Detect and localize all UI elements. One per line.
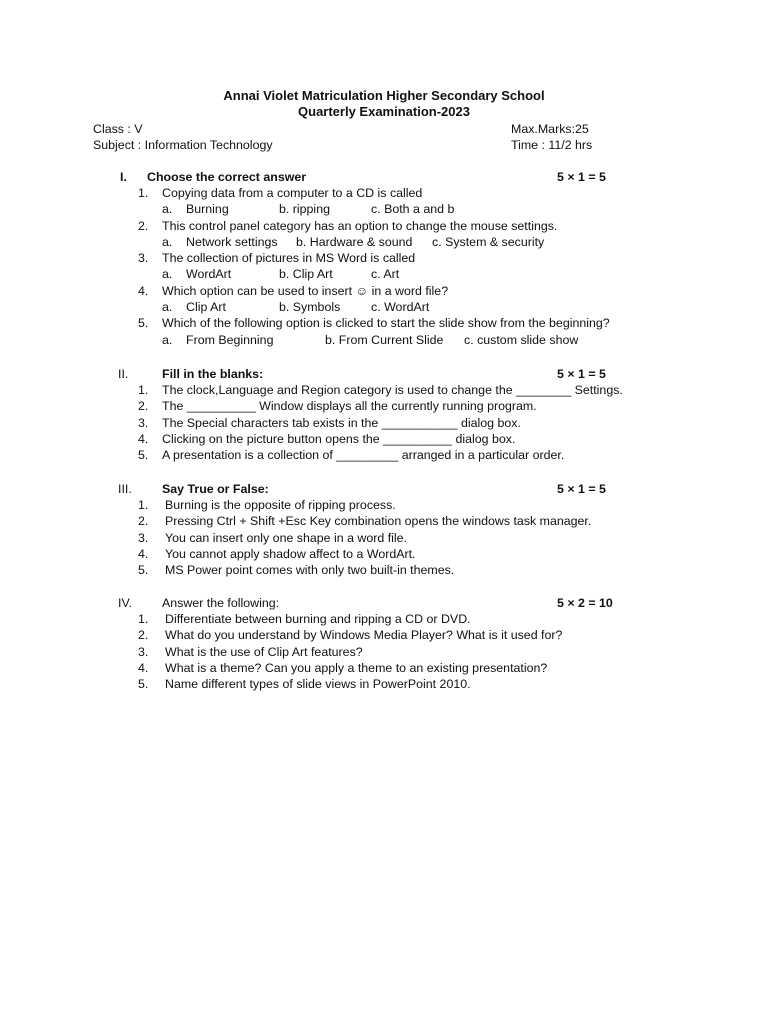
options-row xyxy=(0,299,768,315)
question-number: 5. xyxy=(138,316,149,331)
option-b: b. Clip Art xyxy=(279,267,333,282)
question xyxy=(0,530,768,546)
question-number: 2. xyxy=(138,628,149,643)
question-number: 4. xyxy=(138,431,149,446)
option-c: c. custom slide show xyxy=(464,332,579,347)
question-number: 1. xyxy=(138,612,149,626)
question-text: The __________ Window displays all the currently running program. xyxy=(162,399,537,414)
option-a: Network settings xyxy=(186,234,278,249)
question-number: 2. xyxy=(138,399,149,414)
question-text: The Special characters tab exists in the ___________ dialog box. xyxy=(162,415,521,430)
question xyxy=(0,415,768,431)
question xyxy=(0,497,768,513)
section-header xyxy=(0,366,768,382)
section-number: I. xyxy=(120,170,127,184)
school-name: Annai Violet Matriculation Higher Secondary School xyxy=(223,88,545,103)
section-number: IV. xyxy=(118,596,133,610)
option-c: c. System & security xyxy=(432,234,545,249)
question-text: You can insert only one shape in a word file. xyxy=(165,530,408,545)
question-number: 4. xyxy=(138,283,149,298)
question-text: Name different types of slide views in PowerPoint 2010. xyxy=(165,677,471,692)
section-marks: 5 × 1 = 5 xyxy=(557,367,606,381)
section-title: Say True or False: xyxy=(162,482,269,496)
question xyxy=(0,644,768,660)
question-number: 1. xyxy=(138,498,149,512)
question xyxy=(0,250,768,266)
question-number: 2. xyxy=(138,514,149,529)
section-1 xyxy=(0,169,768,348)
option-a: From Beginning xyxy=(186,332,274,347)
question xyxy=(0,513,768,529)
option-b: b. From Current Slide xyxy=(325,332,444,347)
question-text: Differentiate between burning and ripping a CD or DVD. xyxy=(165,612,471,626)
section-title: Answer the following: xyxy=(162,596,280,610)
question xyxy=(0,185,768,201)
question-text: Copying data from a computer to a CD is called xyxy=(162,186,423,200)
max-marks: Max.Marks:25 xyxy=(511,122,589,136)
section-header xyxy=(0,595,768,611)
question-number: 4. xyxy=(138,546,149,561)
option-marker: a. xyxy=(162,332,173,347)
subject-label: Subject : Information Technology xyxy=(93,138,273,152)
section-3 xyxy=(0,481,768,578)
section-4 xyxy=(0,595,768,692)
question xyxy=(0,627,768,643)
question-number: 3. xyxy=(138,644,149,659)
options-row xyxy=(0,266,768,282)
question-number: 1. xyxy=(138,383,149,397)
section-title: Choose the correct answer xyxy=(147,170,307,184)
question-text: Which of the following option is clicked to start the slide show from the beginning? xyxy=(162,316,610,331)
question-text: What is a theme? Can you apply a theme to an existing presentation? xyxy=(165,660,548,675)
option-c: c. WordArt xyxy=(371,300,430,315)
question xyxy=(0,676,768,692)
time-label: Time : 11/2 hrs xyxy=(511,138,593,152)
question-number: 3. xyxy=(138,251,149,266)
option-c: c. Art xyxy=(371,267,400,282)
question xyxy=(0,218,768,234)
question-text: Burning is the opposite of ripping process. xyxy=(165,498,396,512)
question-text: Which option can be used to insert ☺ in a word file? xyxy=(162,283,449,298)
exam-title: Quarterly Examination-2023 xyxy=(298,104,470,119)
question xyxy=(0,546,768,562)
question-text: This control panel category has an option to change the mouse settings. xyxy=(162,218,558,233)
class-label: Class : V xyxy=(93,122,143,136)
question-number: 1. xyxy=(138,186,149,200)
question-number: 5. xyxy=(138,448,149,463)
question-number: 2. xyxy=(138,218,149,233)
question xyxy=(0,447,768,463)
option-b: b. ripping xyxy=(279,202,330,217)
question-text: The collection of pictures in MS Word is called xyxy=(162,251,416,266)
question-text: The clock,Language and Region category is used to change the ________ Settings. xyxy=(162,383,623,397)
question-text: Clicking on the picture button opens the __________ dialog box. xyxy=(162,431,516,446)
question-number: 3. xyxy=(138,415,149,430)
question-text: What is the use of Clip Art features? xyxy=(165,644,363,659)
section-number: II. xyxy=(118,367,129,381)
option-marker: a. xyxy=(162,300,173,315)
options-row xyxy=(0,234,768,250)
question-number: 5. xyxy=(138,677,149,692)
question-number: 4. xyxy=(138,660,149,675)
section-header xyxy=(0,481,768,497)
section-number: III. xyxy=(118,482,132,496)
question xyxy=(0,315,768,331)
option-a: Burning xyxy=(186,202,229,217)
section-2 xyxy=(0,366,768,463)
question-number: 5. xyxy=(138,563,149,578)
question xyxy=(0,398,768,414)
question xyxy=(0,382,768,398)
option-a: Clip Art xyxy=(186,300,226,315)
options-row xyxy=(0,201,768,217)
section-marks: 5 × 1 = 5 xyxy=(557,482,606,496)
section-marks: 5 × 2 = 10 xyxy=(557,596,613,610)
option-marker: a. xyxy=(162,234,173,249)
question xyxy=(0,431,768,447)
section-header xyxy=(0,169,768,185)
option-c: c. Both a and b xyxy=(371,202,455,217)
option-a: WordArt xyxy=(186,267,232,282)
option-b: b. Hardware & sound xyxy=(296,234,413,249)
question xyxy=(0,283,768,299)
question xyxy=(0,660,768,676)
options-row xyxy=(0,332,768,348)
section-title: Fill in the blanks: xyxy=(162,367,264,381)
option-marker: a. xyxy=(162,202,173,217)
question-number: 3. xyxy=(138,530,149,545)
question-text: What do you understand by Windows Media Player? What is it used for? xyxy=(165,628,563,643)
question-text: Pressing Ctrl + Shift +Esc Key combination opens the windows task manager. xyxy=(165,514,592,529)
question-text: MS Power point comes with only two built-in themes. xyxy=(165,563,455,578)
question xyxy=(0,562,768,578)
question-text: A presentation is a collection of _________ arranged in a particular order. xyxy=(162,448,565,463)
question-text: You cannot apply shadow affect to a WordArt. xyxy=(165,546,416,561)
section-marks: 5 × 1 = 5 xyxy=(557,170,606,184)
option-marker: a. xyxy=(162,267,173,282)
question xyxy=(0,611,768,627)
option-b: b. Symbols xyxy=(279,300,341,315)
